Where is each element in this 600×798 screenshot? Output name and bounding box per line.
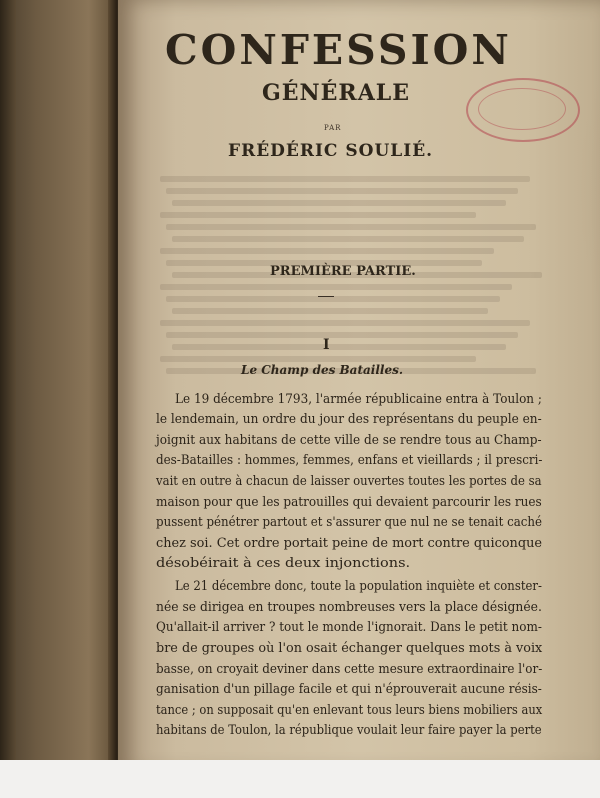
show-through-line — [160, 176, 530, 182]
show-through-line — [160, 284, 512, 290]
body-line: chez soi. Cet ordre portait peine de mort contre quiconque — [156, 535, 543, 550]
chapter-title: Le Champ des Batailles. — [241, 363, 404, 377]
body-line: ganisation d'un pillage facile et qui n'éprouverait aucune résis- — [156, 681, 542, 696]
body-line: née se dirigea en troupes nombreuses vers la place désignée. — [156, 599, 542, 614]
book-title: CONFESSION — [165, 26, 512, 74]
table-surface — [0, 760, 600, 798]
show-through-line — [160, 248, 494, 254]
body-line: désobéirait à ces deux injonctions. — [156, 555, 411, 570]
part-title: PREMIÈRE PARTIE. — [270, 264, 416, 279]
show-through-line — [166, 188, 518, 194]
body-line: vait en outre à chacun de laisser ouvertes toutes les portes de sa — [156, 473, 542, 488]
show-through-line — [160, 212, 476, 218]
divider-rule — [318, 296, 334, 297]
show-through-line — [160, 356, 476, 362]
show-through-line — [166, 224, 536, 230]
show-through-line — [172, 344, 506, 350]
show-through-line — [172, 308, 488, 314]
body-line: maison pour que les patrouilles qui devaient parcourir les rues — [156, 494, 542, 509]
author-name: FRÉDÉRIC SOULIÉ. — [228, 141, 434, 161]
library-stamp — [466, 78, 580, 142]
by-line: PAR — [324, 124, 342, 132]
left-page-edge — [0, 0, 16, 798]
body-line: joignit aux habitans de cette ville de se rendre tous au Champ- — [156, 432, 542, 447]
left-page — [0, 0, 118, 798]
book-subtitle: GÉNÉRALE — [262, 80, 411, 106]
body-line: basse, on croyait deviner dans cette mesure extraordinaire l'or- — [156, 661, 543, 676]
library-stamp-inner — [478, 88, 566, 130]
show-through-line — [160, 320, 530, 326]
body-line: pussent pénétrer partout et s'assurer que nul ne se tenait caché — [156, 514, 543, 529]
show-through-line — [172, 200, 506, 206]
body-line: Le 19 décembre 1793, l'armée républicaine entra à Toulon ; — [175, 391, 542, 406]
body-line: Qu'allait-il arriver ? tout le monde l'ignorait. Dans le petit nom- — [156, 619, 542, 634]
body-line: bre de groupes où l'on osait échanger quelques mots à voix — [156, 640, 543, 655]
chapter-number: I — [323, 337, 330, 353]
show-through-line — [172, 236, 524, 242]
page-stain — [578, 40, 600, 340]
body-line: Le 21 décembre donc, toute la population inquiète et conster- — [175, 578, 542, 593]
body-line: habitans de Toulon, la république voulait leur faire payer la perte — [156, 722, 542, 737]
body-line: tance ; on supposait qu'en enlevant tous leurs biens mobiliers aux — [156, 702, 543, 717]
show-through-line — [166, 332, 518, 338]
body-line: le lendemain, un ordre du jour des représentans du peuple en- — [156, 411, 542, 426]
body-line: des-Batailles : hommes, femmes, enfans et vieillards ; il prescri- — [156, 452, 543, 467]
